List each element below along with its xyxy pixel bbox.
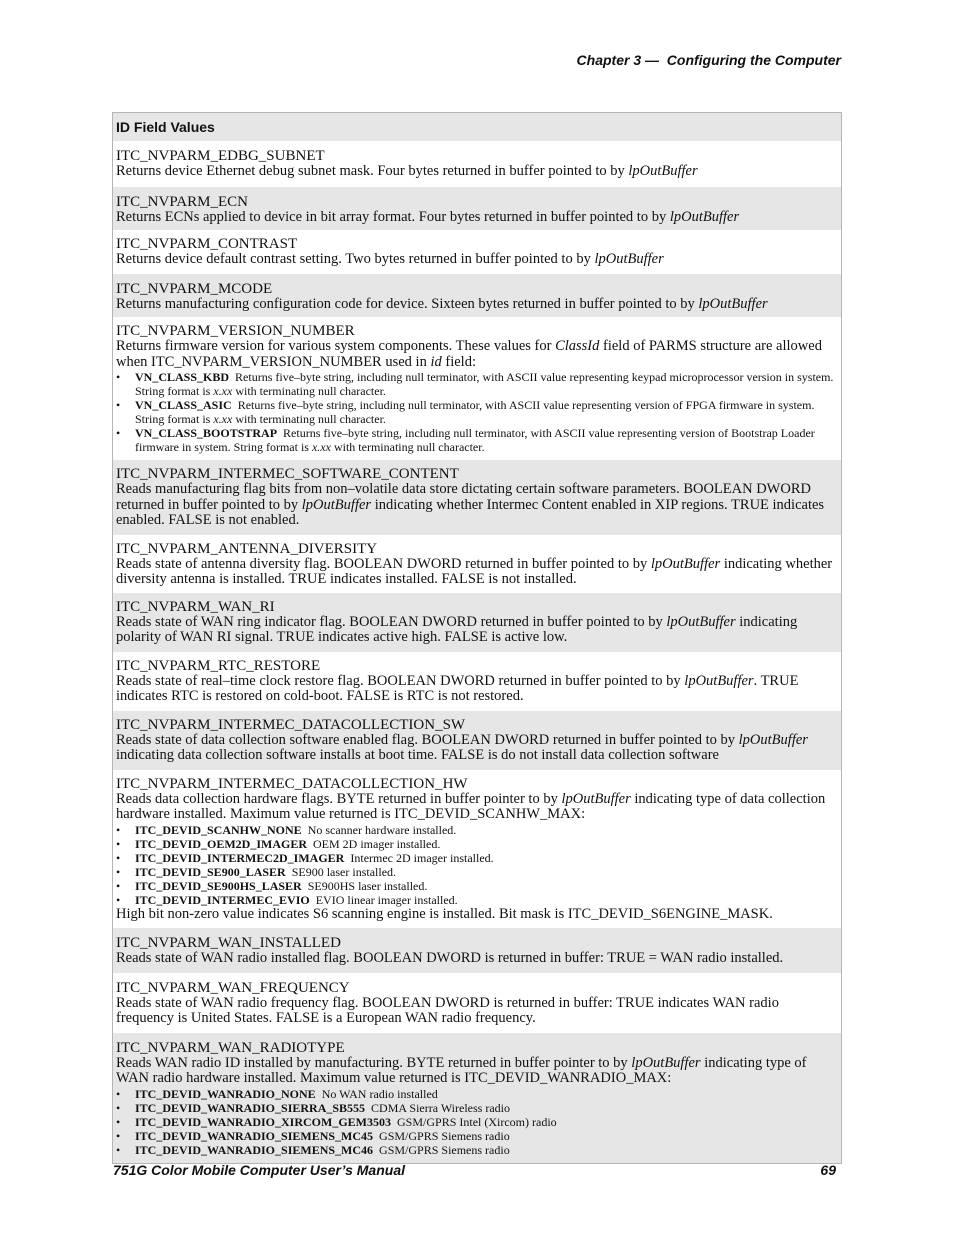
bullet-item — [116, 851, 838, 865]
bullet-body — [135, 398, 838, 426]
bullet-body — [135, 893, 458, 907]
field-description — [116, 615, 838, 646]
text-run: with terminating null character. — [232, 384, 386, 398]
text-run: GSM/GPRS Siemens radio — [379, 1142, 510, 1157]
field-name: ITC_NVPARM_MCODE — [116, 280, 273, 297]
bullet-item — [116, 879, 838, 893]
field-description — [116, 996, 838, 1027]
text-run: SE900 laser installed. — [291, 864, 397, 879]
italic-term: lpOutBuffer — [666, 613, 736, 630]
bullet-item — [116, 398, 838, 426]
table-row — [113, 187, 841, 231]
italic-term: id — [430, 353, 442, 370]
text-run: with terminating null character. — [232, 412, 386, 426]
text-run: GSM/GPRS Intel (Xircom) radio — [397, 1114, 557, 1129]
bullet-icon: • — [116, 836, 121, 851]
table-row — [113, 770, 841, 929]
text-run: Reads state of data collection software enabled flag. BOOLEAN DWORD returned in buffer pointed to by — [116, 731, 739, 748]
field-name: ITC_NVPARM_WAN_RADIOTYPE — [116, 1039, 345, 1056]
field-name: ITC_NVPARM_WAN_INSTALLED — [116, 935, 341, 951]
bullet-icon: • — [116, 1142, 121, 1157]
bullet-icon: • — [116, 892, 121, 907]
bullet-name: VN_CLASS_ASIC — [135, 398, 232, 412]
text-run: SE900HS laser installed. — [307, 878, 428, 893]
chapter-header: Chapter 3 — Configuring the Computer — [576, 52, 841, 68]
text-run: Reads state of WAN ring indicator flag. BOOLEAN DWORD returned in buffer pointed to by — [116, 613, 667, 630]
text-run: No scanner hardware installed. — [307, 822, 457, 837]
table-row — [113, 274, 841, 318]
bullet-name: ITC_DEVID_INTERMEC2D_IMAGER — [135, 850, 345, 865]
table-row — [113, 460, 841, 535]
table-heading: ID Field Values — [113, 113, 841, 141]
bullet-icon: • — [116, 1114, 121, 1129]
field-description — [116, 951, 838, 967]
text-run: No WAN radio installed — [321, 1086, 438, 1101]
italic-term: lpOutBuffer — [594, 251, 664, 267]
bullet-name: ITC_DEVID_WANRADIO_NONE — [135, 1086, 316, 1101]
italic-term: lpOutBuffer — [301, 496, 372, 513]
field-name: ITC_NVPARM_CONTRAST — [116, 236, 298, 252]
bullet-body — [135, 879, 427, 893]
bullet-icon: • — [116, 878, 121, 893]
bullet-item — [116, 837, 838, 851]
italic-term: x.xx — [311, 440, 331, 454]
field-note: High bit non-zero value indicates S6 scanning engine is installed. Bit mask is ITC_DEVID_S6ENGINE_MASK. — [116, 905, 773, 922]
bullet-icon: • — [116, 370, 121, 384]
text-run: field: — [441, 353, 476, 370]
bullet-item — [116, 1087, 838, 1101]
bullet-item — [116, 893, 838, 907]
field-description — [116, 733, 838, 764]
text-run: indicating type of WAN radio hardware installed. Maximum value returned is ITC_DEVID_WANRADIO_MAX: — [116, 1054, 807, 1086]
text-run: Intermec 2D imager installed. — [350, 850, 494, 865]
field-name: ITC_NVPARM_ECN — [116, 193, 248, 210]
italic-term: lpOutBuffer — [669, 208, 740, 225]
bullet-name: VN_CLASS_BOOTSTRAP — [135, 426, 278, 440]
text-run: Returns device default contrast setting. Two bytes returned in buffer pointed to by — [116, 251, 595, 267]
table-body — [113, 141, 841, 1163]
italic-term: lpOutBuffer — [628, 163, 698, 179]
bullet-icon: • — [116, 1128, 121, 1143]
bullet-body — [135, 426, 838, 454]
bullet-item — [116, 370, 838, 398]
field-name: ITC_NVPARM_INTERMEC_DATACOLLECTION_HW — [116, 775, 468, 792]
text-run: CDMA Sierra Wireless radio — [371, 1100, 510, 1115]
bullet-name: ITC_DEVID_INTERMEC_EVIO — [135, 892, 310, 907]
text-run: Returns device Ethernet debug subnet mask. Four bytes returned in buffer pointed to by — [116, 163, 629, 179]
bullet-item — [116, 1115, 838, 1129]
table-row — [113, 1033, 841, 1163]
field-name: ITC_NVPARM_RTC_RESTORE — [116, 657, 321, 674]
text-run: Reads state of WAN radio installed flag. BOOLEAN DWORD is returned in buffer: TRUE = WAN radio installed. — [116, 950, 784, 966]
field-description — [116, 297, 838, 313]
table-row — [113, 652, 841, 711]
text-run: Returns ECNs applied to device in bit array format. Four bytes returned in buffer pointed to by — [116, 208, 670, 225]
bullet-item — [116, 426, 838, 454]
text-run: indicating type of data collection hardware installed. Maximum value returned is ITC_DEVID_SCANHW_MAX: — [116, 790, 826, 822]
text-run: field of PARMS structure are allowed when ITC_NVPARM_VERSION_NUMBER used in — [116, 338, 822, 370]
text-run: Returns five–byte string, including null terminator, with ASCII value representing version of FPGA firmware in system. String format is — [135, 398, 815, 426]
italic-term: lpOutBuffer — [684, 672, 754, 689]
text-run: Reads WAN radio ID installed by manufacturing. BYTE returned in buffer pointer to by — [116, 1054, 632, 1071]
italic-term: x.xx — [213, 412, 233, 426]
field-name: ITC_NVPARM_INTERMEC_SOFTWARE_CONTENT — [116, 466, 459, 482]
bullet-body — [135, 837, 440, 851]
italic-term: lpOutBuffer — [561, 790, 631, 807]
field-description — [116, 557, 838, 588]
bullet-icon: • — [116, 864, 121, 879]
bullet-name: ITC_DEVID_SE900_LASER — [135, 864, 286, 879]
bullet-icon: • — [116, 426, 121, 440]
field-description — [116, 164, 838, 180]
table-row — [113, 928, 841, 973]
bullet-body — [135, 851, 494, 865]
text-run: indicating whether Intermec Content enabled in XIP regions. TRUE indicates enabled. FALSE is not enabled. — [116, 496, 825, 528]
field-name: ITC_NVPARM_ANTENNA_DIVERSITY — [116, 540, 378, 557]
text-run: indicating polarity of WAN RI signal. TRUE indicates active high. FALSE is active low. — [116, 613, 798, 645]
bullet-icon: • — [116, 850, 121, 865]
table-row — [113, 141, 841, 187]
page-number: 69 — [820, 1162, 836, 1178]
bullet-name: ITC_DEVID_OEM2D_IMAGER — [135, 836, 308, 851]
field-name: ITC_NVPARM_EDBG_SUBNET — [116, 148, 325, 164]
italic-term: lpOutBuffer — [698, 295, 768, 312]
table-row — [113, 230, 841, 274]
field-description — [116, 1056, 838, 1087]
text-run: OEM 2D imager installed. — [313, 836, 441, 851]
table-row — [113, 593, 841, 652]
bullet-item — [116, 1101, 838, 1115]
bullet-body — [135, 1115, 557, 1129]
text-run: Reads state of real–time clock restore flag. BOOLEAN DWORD returned in buffer pointed to by — [116, 672, 685, 689]
table-row — [113, 711, 841, 770]
text-run: GSM/GPRS Siemens radio — [379, 1128, 510, 1143]
bullet-body — [135, 1129, 510, 1143]
text-run: Reads manufacturing flag bits from non–volatile data store dictating certain software parameters. BOOLEAN DWORD returned in buffer pointed to by — [116, 481, 811, 513]
text-run: Returns five–byte string, including null terminator, with ASCII value representing version of Bootstrap Loader firmware in system. String format is — [135, 426, 815, 454]
bullet-body — [135, 1143, 510, 1157]
field-name: ITC_NVPARM_INTERMEC_DATACOLLECTION_SW — [116, 716, 466, 733]
bullet-icon: • — [116, 398, 121, 412]
bullet-body — [135, 370, 838, 398]
bullet-item — [116, 1143, 838, 1157]
bullet-name: ITC_DEVID_WANRADIO_XIRCOM_GEM3503 — [135, 1114, 392, 1129]
text-run: Returns five–byte string, including null terminator, with ASCII value representing keypad microprocessor version in system. String format is — [135, 370, 834, 398]
bullet-name: ITC_DEVID_SCANHW_NONE — [135, 822, 302, 837]
bullet-name: ITC_DEVID_WANRADIO_SIERRA_SB555 — [135, 1100, 366, 1115]
text-run: indicating whether diversity antenna is installed. TRUE indicates installed. FALSE is not installed. — [116, 555, 833, 587]
field-name: ITC_NVPARM_VERSION_NUMBER — [116, 323, 355, 339]
text-run: Returns firmware version for various system components. These values for — [116, 338, 556, 354]
field-name: ITC_NVPARM_WAN_RI — [116, 598, 275, 615]
bullet-icon: • — [116, 1100, 121, 1115]
italic-term: lpOutBuffer — [738, 731, 808, 748]
id-field-values-table — [112, 112, 842, 1164]
italic-term: x.xx — [213, 384, 233, 398]
bullet-item — [116, 1129, 838, 1143]
field-description — [116, 482, 838, 529]
text-run: Returns manufacturing configuration code for device. Sixteen bytes returned in buffer pointed to by — [116, 295, 699, 312]
bullet-name: VN_CLASS_KBD — [135, 370, 230, 384]
bullet-item — [116, 865, 838, 879]
field-description — [116, 339, 838, 370]
text-run: with terminating null character. — [330, 440, 485, 454]
field-description — [116, 210, 838, 226]
field-description — [116, 252, 838, 268]
text-run: . TRUE indicates RTC is restored on cold-boot. FALSE is RTC is not restored. — [116, 672, 799, 704]
text-run: Reads data collection hardware flags. BYTE returned in buffer pointer to by — [116, 790, 562, 807]
field-description — [116, 792, 838, 823]
field-description — [116, 674, 838, 705]
italic-term: lpOutBuffer — [631, 1054, 701, 1071]
text-run: Reads state of antenna diversity flag. BOOLEAN DWORD returned in buffer pointed to by — [116, 555, 651, 572]
bullet-name: ITC_DEVID_WANRADIO_SIEMENS_MC45 — [135, 1128, 374, 1143]
manual-title: 751G Color Mobile Computer User’s Manual — [113, 1162, 405, 1178]
bullet-item — [116, 823, 838, 837]
text-run: indicating data collection software installs at boot time. FALSE is do not install data collection software — [116, 747, 719, 763]
text-run: EVIO linear imager installed. — [315, 892, 458, 907]
bullet-body — [135, 865, 396, 879]
bullet-body — [135, 823, 456, 837]
bullet-icon: • — [116, 1086, 121, 1101]
bullet-body — [135, 1101, 510, 1115]
bullet-name: ITC_DEVID_WANRADIO_SIEMENS_MC46 — [135, 1142, 374, 1157]
text-run: Reads state of WAN radio frequency flag. BOOLEAN DWORD is returned in buffer: TRUE indicates WAN radio frequency is United States. FALSE is a European WAN radio frequency. — [116, 994, 779, 1026]
table-row — [113, 535, 841, 593]
italic-term: lpOutBuffer — [650, 555, 721, 572]
table-row — [113, 973, 841, 1033]
italic-term: ClassId — [555, 338, 600, 354]
table-row — [113, 317, 841, 460]
bullet-name: ITC_DEVID_SE900HS_LASER — [135, 878, 302, 893]
bullet-icon: • — [116, 822, 121, 837]
field-name: ITC_NVPARM_WAN_FREQUENCY — [116, 979, 350, 996]
bullet-body — [135, 1087, 438, 1101]
